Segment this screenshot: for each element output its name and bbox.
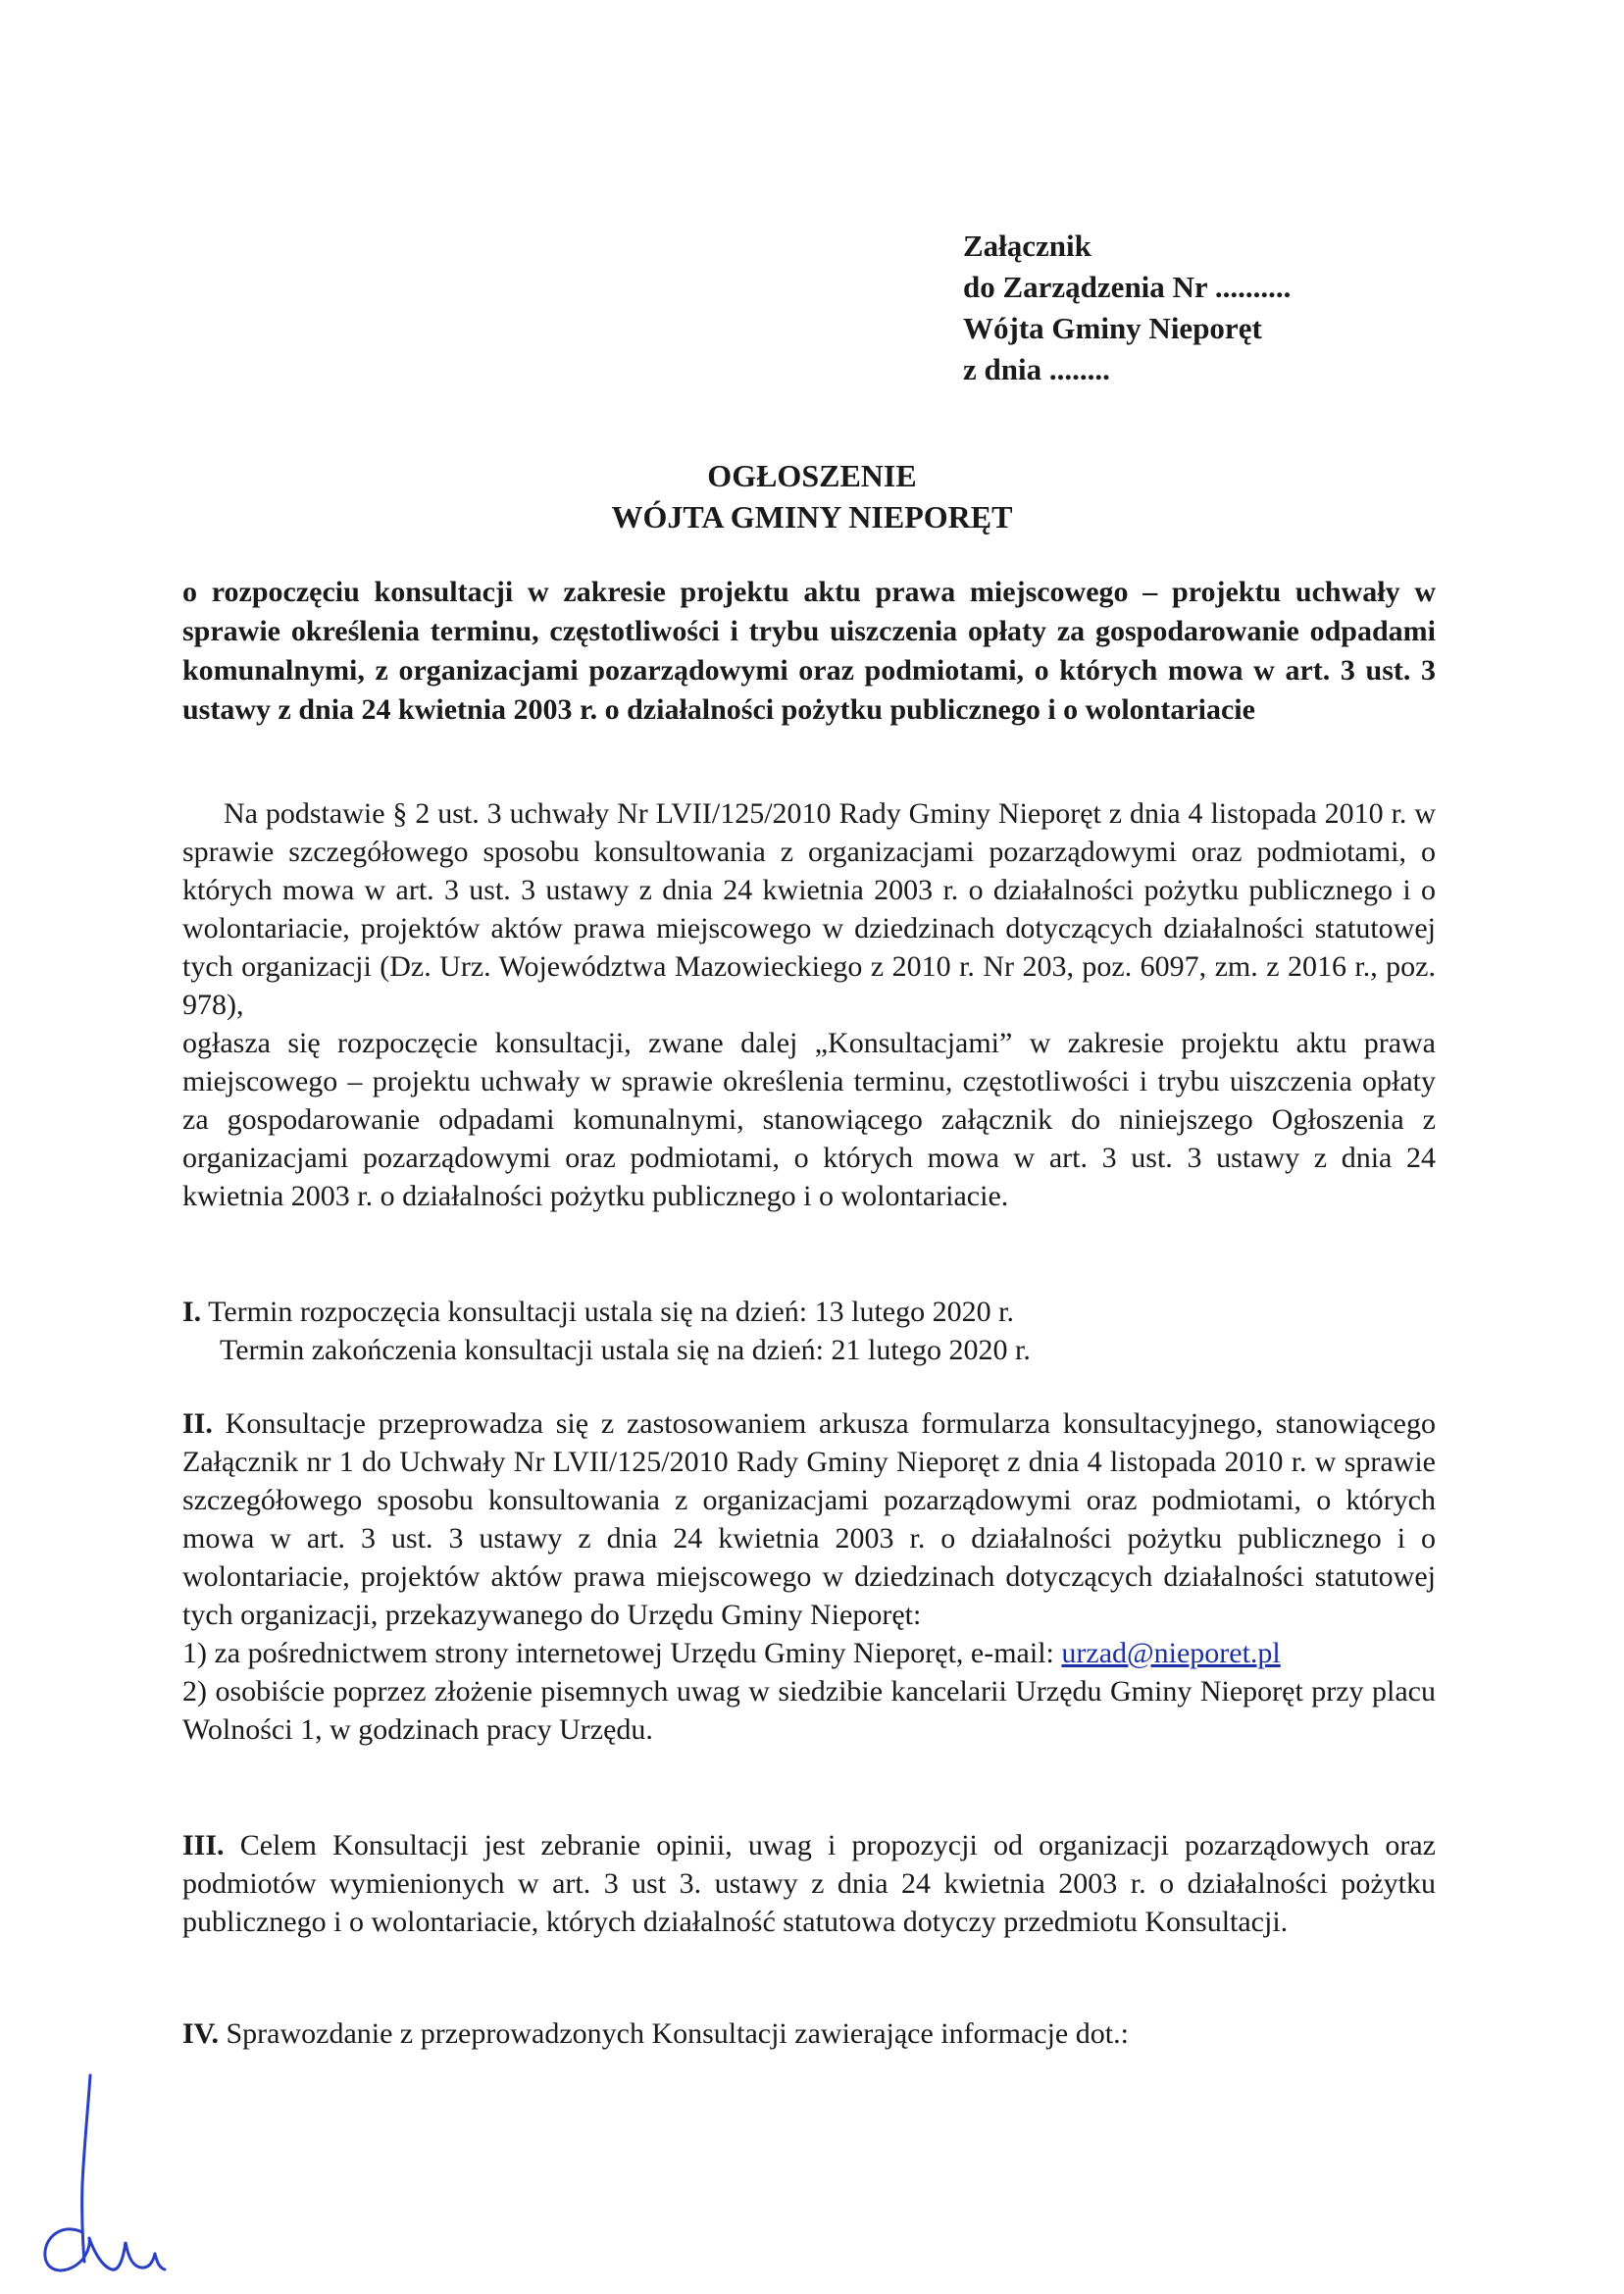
section-3 <box>182 1826 1436 1941</box>
announcement-subject: o rozpoczęciu konsultacji w zakresie projektu aktu prawa miejscowego – projektu uchwały w sprawie określenia terminu, częstotliwości i trybu uiszczenia opłaty za gospodarowanie odpadami komunalnymi, z organizacjami pozarządowymi oraz podmiotami, o których mowa w art. 3 ust. 3 ustawy z dnia 24 kwietnia 2003 r. o działalności pożytku publicznego i o wolontariacie <box>182 576 1436 726</box>
section-4 <box>182 2014 1436 2053</box>
section-2-text: Konsultacje przeprowadza się z zastosowaniem arkusza formularza konsultacyjnego, stanowiącego Załącznik nr 1 do Uchwały Nr LVII/125/2010 Rady Gminy Nieporęt z dnia 4 listopada 2010 r. w sprawie szczegółowego sposobu konsultowania z organizacjami pozarządowymi oraz podmiotami, o których mowa w art. 3 ust. 3 ustawy z dnia 24 kwietnia 2003 r. o działalności pożytku publicznego i o wolontariacie, projektów aktów prawa miejscowego w dziedzinach dotyczących działalności statutowej tych organizacji, przekazywanego do Urzędu Gminy Nieporęt: <box>182 1407 1436 1631</box>
section-1 <box>182 1293 1436 1369</box>
attachment-title: Załącznik <box>963 229 1091 263</box>
section-4-text: Sprawozdanie z przeprowadzonych Konsultacji zawierające informacje dot.: <box>218 2017 1129 2050</box>
section-2-item-1-text: 1) za pośrednictwem strony internetowej Urzędu Gminy Nieporęt, e-mail: <box>182 1637 1062 1669</box>
attachment-header <box>963 226 1291 390</box>
attachment-issuer: Wójta Gminy Nieporęt <box>963 311 1262 345</box>
section-2-item-1 <box>182 1634 1436 1672</box>
section-2-intro <box>182 1404 1436 1634</box>
section-4-numeral: IV. <box>182 2017 219 2050</box>
section-1-numeral: I. <box>182 1296 202 1328</box>
section-3-numeral: III. <box>182 1829 225 1861</box>
section-1-start-date <box>182 1293 1436 1331</box>
announcement-heading <box>0 455 1624 537</box>
section-1-end-date: Termin zakończenia konsultacji ustala się na dzień: 21 lutego 2020 r. <box>220 1334 1031 1366</box>
intro-legal-basis: Na podstawie § 2 ust. 3 uchwały Nr LVII/125/2010 Rady Gminy Nieporęt z dnia 4 listopada 2010 r. w sprawie szczegółowego sposobu konsultowania z organizacjami pozarządowymi oraz podmiotami, o których mowa w art. 3 ust. 3 ustawy z dnia 24 kwietnia 2003 r. o działalności pożytku publicznego i o wolontariacie, projektów aktów prawa miejscowego w dziedzinach dotyczących działalności statutowej tych organizacji (Dz. Urz. Województwa Mazowieckiego z 2010 r. Nr 203, poz. 6097, zm. z 2016 r., poz. 978), <box>182 797 1436 1021</box>
section-1-start-text: Termin rozpoczęcia konsultacji ustala się na dzień: 13 lutego 2020 r. <box>201 1296 1014 1328</box>
handwritten-initials <box>33 2065 180 2281</box>
heading-issuer: WÓJTA GMINY NIEPORĘT <box>611 499 1013 535</box>
section-2 <box>182 1404 1436 1749</box>
intro-paragraph <box>182 794 1436 1215</box>
intro-announcement: ogłasza się rozpoczęcie konsultacji, zwane dalej „Konsultacjami” w zakresie projektu aktu prawa miejscowego – projektu uchwały w sprawie określenia terminu, częstotliwości i trybu uiszczenia opłaty za gospodarowanie odpadami komunalnymi, stanowiącego załącznik do niniejszego Ogłoszenia z organizacjami pozarządowymi oraz podmiotami, o których mowa w art. 3 ust. 3 ustawy z dnia 24 kwietnia 2003 r. o działalności pożytku publicznego i o wolontariacie. <box>182 1027 1436 1212</box>
section-3-text: Celem Konsultacji jest zebranie opinii, uwag i propozycji od organizacji pozarządowych oraz podmiotów wymienionych w art. 3 ust 3. ustawy z dnia 24 kwietnia 2003 r. o działalności pożytku publicznego i o wolontariacie, których działalność statutowa dotyczy przedmiotu Konsultacji. <box>182 1829 1436 1938</box>
section-2-numeral: II. <box>182 1407 213 1440</box>
attachment-date: z dnia ........ <box>963 352 1110 386</box>
heading-title: OGŁOSZENIE <box>707 458 917 493</box>
section-2-item-2: 2) osobiście poprzez złożenie pisemnych uwag w siedzibie kancelarii Urzędu Gminy Nieporęt przy placu Wolności 1, w godzinach pracy Urzędu. <box>182 1675 1436 1746</box>
email-link[interactable]: urzad@nieporet.pl <box>1061 1637 1281 1669</box>
attachment-ordinance-number: do Zarządzenia Nr .......... <box>963 270 1292 304</box>
